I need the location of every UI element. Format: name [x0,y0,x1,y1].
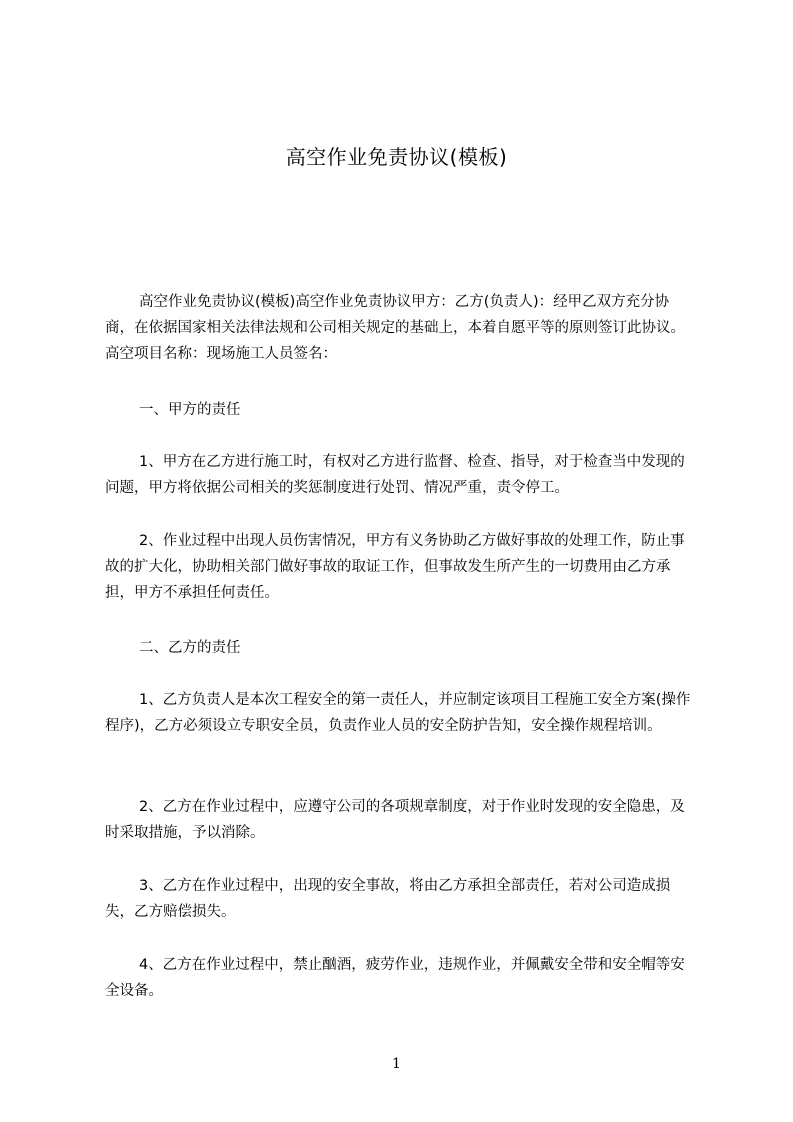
section-b-item-3: 3、乙方在作业过程中，出现的安全事故，将由乙方承担全部责任，若对公司造成损失，乙方赔偿损失。 [105,878,671,920]
section-a-heading: 一、甲方的责任 [139,402,241,418]
section-a-item-2: 2、作业过程中出现人员伤害情况，甲方有义务协助乙方做好事故的处理工作，防止事故的扩大化，协助相关部门做好事故的取证工作，但事故发生所产生的一切费用由乙方承担，甲方不承担任何责任。 [105,533,685,601]
section-b-item-4: 4、乙方在作业过程中，禁止酗酒，疲劳作业，违规作业，并佩戴安全带和安全帽等安全设备。 [105,957,685,999]
document-title: 高空作业免责协议(模板) [285,145,508,169]
section-a-item-1: 1、甲方在乙方进行施工时，有权对乙方进行监督、检查、指导，对于检查当中发现的问题，甲方将依据公司相关的奖惩制度进行处罚、情况严重，责令停工。 [105,454,685,496]
intro-paragraph: 高空作业免责协议(模板)高空作业免责协议甲方：乙方(负责人)：经甲乙双方充分协商，在依据国家相关法律法规和公司相关规定的基础上，本着自愿平等的原则签订此协议。高空项目名称：现场施工人员签名： [105,294,685,362]
section-b-item-2: 2、乙方在作业过程中，应遵守公司的各项规章制度，对于作业时发现的安全隐患，及时采取措施，予以消除。 [105,799,685,841]
section-b-heading: 二、乙方的责任 [139,640,241,656]
page-number: 1 [392,1056,401,1072]
section-b-item-1: 1、乙方负责人是本次工程安全的第一责任人，并应制定该项目工程施工安全方案(操作程序)，乙方必须设立专职安全员，负责作业人员的安全防护告知，安全操作规程培训。 [105,692,691,734]
